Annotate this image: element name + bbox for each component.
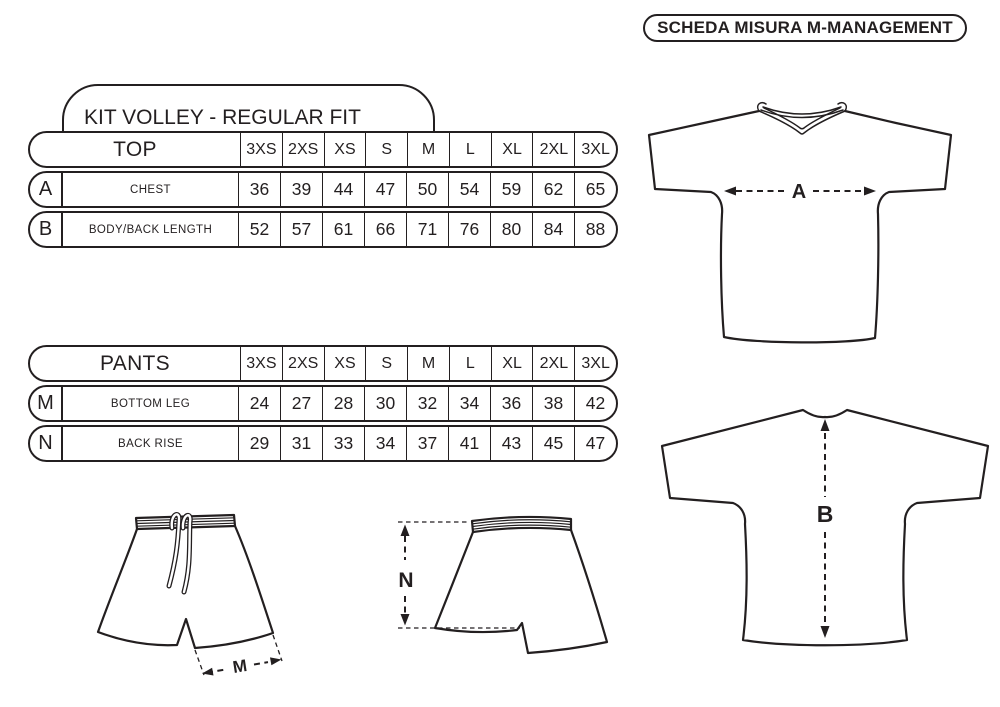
shirt-front-diagram [645, 92, 985, 367]
value-cell: 88 [574, 213, 616, 246]
measure-label-a: A [791, 181, 807, 203]
value-cell: 34 [364, 427, 406, 460]
row-label: CHEST [130, 183, 171, 196]
size-header: L [449, 347, 491, 380]
size-header: 3XL [574, 133, 616, 166]
row-letter: B [30, 213, 63, 246]
value-cell: 62 [532, 173, 574, 206]
size-header: XS [324, 133, 366, 166]
table-row-chest [28, 171, 618, 208]
size-header: 3XS [240, 133, 282, 166]
pants-header-row [28, 345, 618, 382]
value-cell: 41 [448, 427, 490, 460]
size-header: M [407, 347, 449, 380]
table-row-body-length [28, 211, 618, 248]
shorts-back-diagram [390, 498, 625, 673]
value-cell: 32 [406, 387, 448, 420]
value-cell: 84 [532, 213, 574, 246]
value-cell: 31 [280, 427, 322, 460]
value-cell: 80 [490, 213, 532, 246]
value-cell: 50 [406, 173, 448, 206]
value-cell: 24 [238, 387, 280, 420]
pants-table-title: PANTS [100, 351, 170, 375]
size-header: S [365, 347, 407, 380]
size-header: 2XL [532, 133, 574, 166]
value-cell: 54 [448, 173, 490, 206]
size-header: XS [324, 347, 366, 380]
size-header: L [449, 133, 491, 166]
value-cell: 61 [322, 213, 364, 246]
size-header: XL [491, 347, 533, 380]
value-cell: 57 [280, 213, 322, 246]
value-cell: 28 [322, 387, 364, 420]
measure-label-n: N [398, 569, 414, 592]
value-cell: 33 [322, 427, 364, 460]
value-cell: 71 [406, 213, 448, 246]
value-cell: 47 [574, 427, 616, 460]
value-cell: 34 [448, 387, 490, 420]
value-cell: 76 [448, 213, 490, 246]
measure-label-m: M [231, 656, 249, 677]
value-cell: 30 [364, 387, 406, 420]
row-label: BODY/BACK LENGTH [88, 223, 213, 236]
value-cell: 39 [280, 173, 322, 206]
top-size-table [28, 131, 618, 251]
shirt-front-outline [649, 111, 951, 342]
value-cell: 38 [532, 387, 574, 420]
value-cell: 59 [490, 173, 532, 206]
size-header: 2XS [282, 133, 324, 166]
kit-header-label: KIT VOLLEY - REGULAR FIT [84, 106, 361, 129]
value-cell: 47 [364, 173, 406, 206]
value-cell: 37 [406, 427, 448, 460]
table-row-back-rise [28, 425, 618, 462]
value-cell: 45 [532, 427, 574, 460]
pants-size-table [28, 345, 618, 465]
value-cell: 36 [490, 387, 532, 420]
size-header: M [407, 133, 449, 166]
row-label: BACK RISE [118, 437, 183, 450]
shirt-back-diagram [650, 400, 1000, 670]
value-cell: 66 [364, 213, 406, 246]
row-letter: M [30, 387, 63, 420]
size-header: XL [491, 133, 533, 166]
value-cell: 65 [574, 173, 616, 206]
measure-label-b: B [816, 501, 834, 527]
table-row-bottom-leg [28, 385, 618, 422]
value-cell: 44 [322, 173, 364, 206]
drawstring [169, 514, 190, 592]
value-cell: 27 [280, 387, 322, 420]
shorts-back-outline [435, 530, 607, 653]
row-letter: A [30, 173, 63, 206]
value-cell: 36 [238, 173, 280, 206]
row-letter: N [30, 427, 63, 460]
shorts-front-diagram [88, 498, 338, 703]
measure-arrow-body-length [817, 419, 834, 638]
size-header: 2XS [282, 347, 324, 380]
value-cell: 52 [238, 213, 280, 246]
sheet-title: SCHEDA MISURA M-MANAGEMENT [643, 14, 967, 42]
size-header: S [365, 133, 407, 166]
size-header: 3XL [574, 347, 616, 380]
value-cell: 43 [490, 427, 532, 460]
row-label: BOTTOM LEG [110, 397, 191, 410]
measure-arrow-back-rise [398, 522, 520, 628]
size-header: 3XS [240, 347, 282, 380]
value-cell: 29 [238, 427, 280, 460]
top-table-title: TOP [113, 137, 157, 161]
size-header: 2XL [532, 347, 574, 380]
measure-arrow-chest [724, 181, 876, 203]
value-cell: 42 [574, 387, 616, 420]
top-header-row [28, 131, 618, 168]
